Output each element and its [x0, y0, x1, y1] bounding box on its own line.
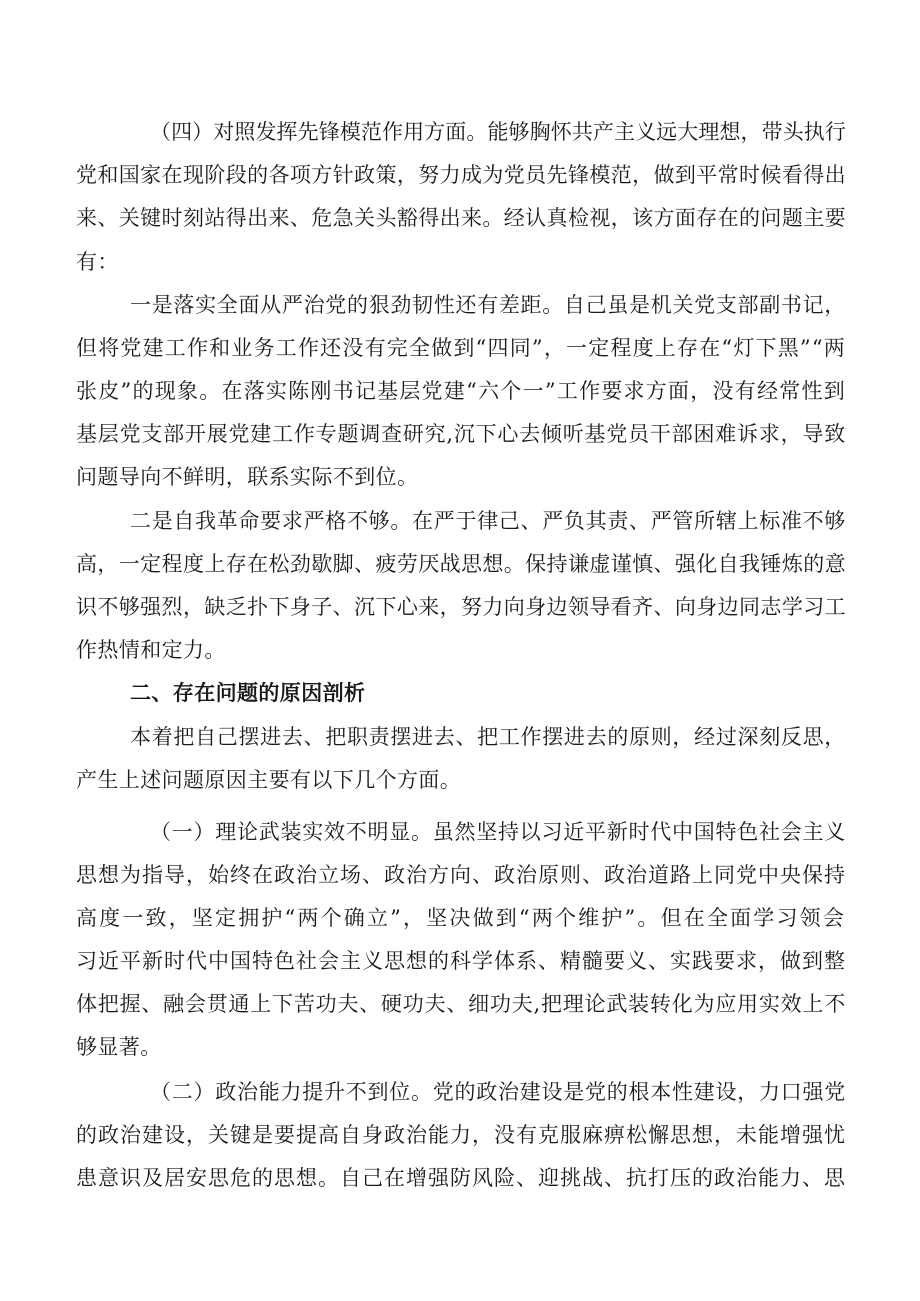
- text-line: 产生上述问题原因主要有以下几个方面。: [76, 768, 462, 792]
- text-line: 有：: [76, 250, 119, 274]
- text-line: 二是自我革命要求严格不够。在严于律己、严负其责、严管所辖上标准不够: [130, 509, 846, 533]
- text-line: 来、关键时刻站得出来、危急关头豁得出来。经认真检视，该方面存在的问题主要: [76, 206, 846, 230]
- text-line: 但将党建工作和业务工作还没有完全做到“四同”，一定程度上存在“灯下黑”“两: [76, 336, 846, 360]
- text-line: （一）理论武装实效不明显。虽然坚持以习近平新时代中国特色社会主义: [150, 820, 846, 844]
- text-line: 一是落实全面从严治党的狠劲韧性还有差距。自己虽是机关党支部副书记，: [130, 293, 846, 317]
- text-line: 本着把自己摆进去、把职责摆进去、把工作摆进去的原则，经过深刻反思，: [130, 725, 846, 749]
- text-line: 患意识及居安思危的思想。自己在增强防风险、迎挑战、抗打压的政治能力、思: [76, 1166, 846, 1190]
- text-line: 高度一致，坚定拥护“两个确立”，坚决做到“两个维护”。但在全面学习领会: [76, 906, 846, 930]
- text-line: （二）政治能力提升不到位。党的政治建设是党的根本性建设，力口强党: [150, 1080, 846, 1104]
- text-line: 的政治建设，关键是要提高自身政治能力，没有克服麻痹松懈思想，未能增强忧: [76, 1123, 846, 1147]
- text-line: 思想为指导，始终在政治立场、政治方向、政治原则、政治道路上同党中央保持: [76, 863, 846, 887]
- text-line: （四）对照发挥先锋模范作用方面。能够胸怀共产主义远大理想，带头执行: [150, 120, 846, 144]
- text-line: 识不够强烈，缺乏扑下身子、沉下心来，努力向身边领导看齐、向身边同志学习工: [76, 595, 846, 619]
- text-line: 作热情和定力。: [76, 638, 226, 662]
- text-line: 党和国家在现阶段的各项方针政策，努力成为党员先锋模范，做到平常时候看得出: [76, 163, 846, 187]
- text-line: 张皮”的现象。在落实陈刚书记基层党建“六个一”工作要求方面，没有经常性到: [76, 379, 846, 403]
- text-line: 够显著。: [76, 1035, 162, 1059]
- text-line: 习近平新时代中国特色社会主义思想的科学体系、精髓要义、实践要求，做到整: [76, 949, 846, 973]
- text-line: 问题导向不鲜明，联系实际不到位。: [76, 465, 419, 489]
- section-heading: 二、存在问题的原因剖析: [130, 681, 366, 705]
- text-line: 高，一定程度上存在松劲歇脚、疲劳厌战思想。保持谦虚谨慎、强化自我锤炼的意: [76, 552, 846, 576]
- text-line: 基层党支部开展党建工作专题调查研究,沉下心去倾听基党员干部困难诉求，导致: [76, 422, 846, 446]
- text-line: 体把握、融会贯通上下苦功夫、硬功夫、细功夫,把理论武装转化为应用实效上不: [76, 992, 846, 1016]
